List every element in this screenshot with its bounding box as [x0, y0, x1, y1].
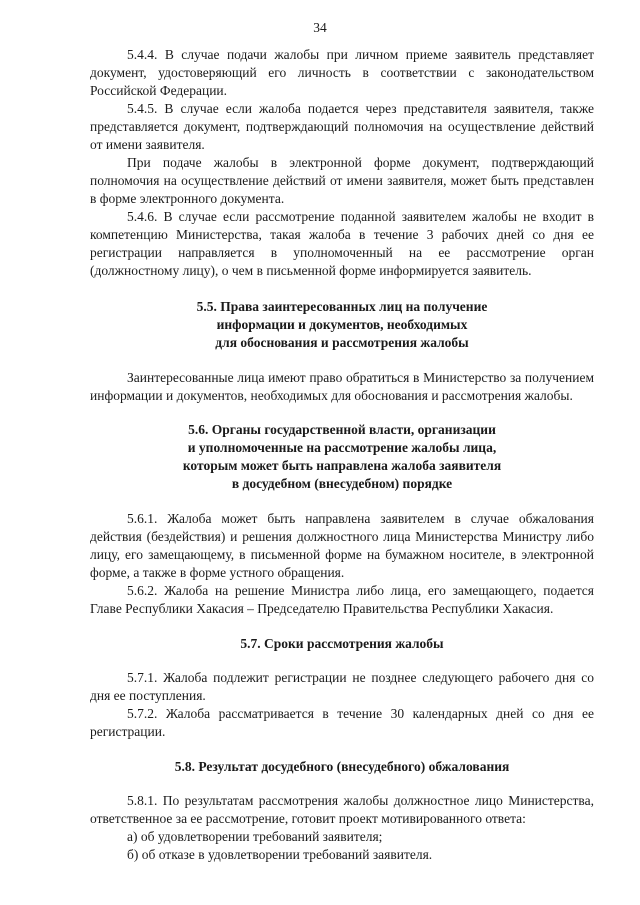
heading-line: 5.6. Органы государственной власти, организации: [188, 422, 496, 437]
heading-line: информации и документов, необходимых: [216, 317, 468, 332]
heading-line: которым может быть направлена жалоба заявителя: [182, 458, 502, 473]
list-item-b: б) об отказе в удовлетворении требований заявителя.: [127, 847, 433, 862]
heading-line: в досудебном (внесудебном) порядке: [231, 476, 453, 491]
page-number: 34: [313, 20, 327, 35]
paragraph-5-4-4: 5.4.4. В случае подачи жалобы при личном приеме заявитель представляет документ, удостоверяющий его личность в соответствии с законодательством Российской Федерации.: [90, 47, 594, 98]
heading-line: и уполномоченные на рассмотрение жалобы лица,: [187, 440, 497, 455]
document-body: [90, 46, 594, 864]
heading-line: для обоснования и рассмотрения жалобы: [215, 335, 469, 350]
paragraph-5-5-text: Заинтересованные лица имеют право обратиться в Министерство за получением информации и документов, необходимых для обоснования и рассмотрения жалобы.: [90, 370, 594, 403]
heading-line: 5.7. Сроки рассмотрения жалобы: [240, 636, 444, 651]
paragraph-5-4-6: 5.4.6. В случае если рассмотрение поданной заявителем жалобы не входит в компетенцию Министерства, такая жалоба в течение 3 рабочих дней со дня ее регистрации направляется в уполномоченный на ее рассмотрение орган (должностному лицу), о чем в письменной форме информируется заявитель.: [90, 209, 594, 278]
heading-5-5: [90, 298, 594, 352]
paragraph-5-6-1: 5.6.1. Жалоба может быть направлена заявителем в случае обжалования действия (бездействия) и решения должностного лица Министерства Министру либо лицу, его замещающему, в письменной форме на бумажном носителе, в электронной форме, а также в форме устного обращения.: [90, 511, 594, 580]
paragraph-5-4-5: 5.4.5. В случае если жалоба подается через представителя заявителя, также представляется документ, подтверждающий полномочия на осуществление действий от имени заявителя.: [90, 101, 594, 152]
list-item-a: а) об удовлетворении требований заявителя;: [127, 829, 383, 844]
heading-5-8: [90, 758, 594, 776]
paragraph-5-7-2: 5.7.2. Жалоба рассматривается в течение 30 календарных дней со дня ее регистрации.: [90, 706, 594, 739]
paragraph-5-7-1: 5.7.1. Жалоба подлежит регистрации не позднее следующего рабочего дня со дня ее поступления.: [90, 670, 594, 703]
heading-line: 5.8. Результат досудебного (внесудебного) обжалования: [174, 759, 510, 774]
paragraph-5-6-2: 5.6.2. Жалоба на решение Министра либо лица, его замещающего, подается Главе Республики Хакасия – Председателю Правительства Республики Хакасия.: [90, 583, 594, 616]
paragraph-5-8-1: 5.8.1. По результатам рассмотрения жалобы должностное лицо Министерства, ответственное за ее рассмотрение, готовит проект мотивированного ответа:: [90, 793, 594, 826]
heading-5-7: [90, 635, 594, 653]
paragraph-electronic-form: При подаче жалобы в электронной форме документ, подтверждающий полномочия на осуществление действий от имени заявителя, может быть представлен в форме электронного документа.: [90, 155, 594, 206]
heading-line: 5.5. Права заинтересованных лиц на получение: [196, 299, 488, 314]
heading-5-6: [90, 421, 594, 493]
